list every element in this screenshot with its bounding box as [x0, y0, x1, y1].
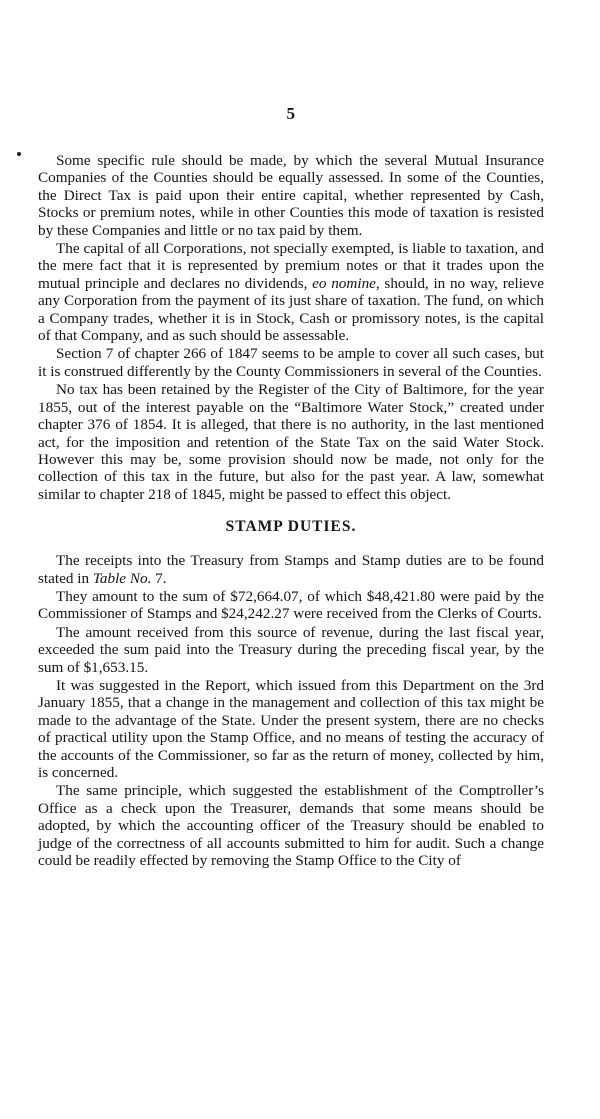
- italic-phrase: eo nomine: [312, 274, 376, 292]
- paragraph-report-suggestion: It was suggested in the Report, which issued from this Department on the 3rd January 1855, that a change in the management and collection of this tax might be made to the advantage of the State. Under the present system, there are no checks of practical utility upon the Stamp Office, and no means of testing the accuracy of the accounts of the Commissioner, so far as the return of money, collected by him, is concerned.: [38, 676, 544, 781]
- paragraph-text: , should, in no way, relieve any Corporation from the payment of its just share of taxation. The fund, on which a Company trades, whether it is in Stock, Cash or promissory notes, is the capital of that Company, and as such should be assessable.: [38, 274, 545, 345]
- paragraph-corporation-capital: [38, 240, 544, 344]
- paragraph-text: The capital of all Corporations, not specially exempted, is liable to taxation, and the mere fact that it is represented by premium notes or that it trades upon the mutual principle and declares no dividends,: [38, 240, 544, 292]
- section-heading-stamp-duties: STAMP DUTIES.: [225, 518, 357, 536]
- paragraph-text: 7.: [151, 569, 167, 587]
- paragraph-revenue-comparison: The amount received from this source of revenue, during the last fiscal year, exceeded the sum paid into the Treasury during the preceding fiscal year, by the sum of $1,653.15.: [38, 623, 544, 676]
- page-number: 5: [286, 104, 296, 123]
- paragraph-section-seven: Section 7 of chapter 266 of 1847 seems to be ample to cover all such cases, but it is construed differently by the County Commissioners in several of the Counties.: [38, 345, 544, 380]
- document-page: [38, 104, 544, 869]
- paragraph-text: The receipts into the Treasury from Stamps and Stamp duties are to be found stated in: [38, 552, 544, 587]
- paragraph-comptroller-principle: The same principle, which suggested the establishment of the Comptroller’s Office as a check upon the Treasurer, demands that some means should be adopted, by which the accounting officer of the Treasury should be enabled to judge of the correctness of all accounts submitted to him for audit. Such a change could be readily effected by removing the Stamp Office to the City of: [38, 782, 544, 870]
- paragraph-water-stock: No tax has been retained by the Register of the City of Baltimore, for the year 1855, out of the interest payable on the “Baltimore Water Stock,” created under chapter 376 of 1854. It is alleged, that there is no authority, in the last mentioned act, for the imposition and retention of the State Tax on the said Water Stock. However this may be, some provision should now be made, not only for the collection of this tax in the future, but also for the past year. A law, somewhat similar to chapter 218 of 1845, might be passed to effect this object.: [38, 381, 544, 503]
- paragraph-mutual-insurance: Some specific rule should be made, by which the several Mutual Insurance Companies of the Counties should be equally assessed. In some of the Counties, the Direct Tax is paid upon their entire capital, whether represented by Cash, Stocks or premium notes, while in other Counties this mode of taxation is resisted by these Companies and little or no tax paid by them.: [38, 152, 544, 239]
- margin-mark: [17, 152, 21, 156]
- table-reference: Table No.: [92, 569, 152, 587]
- paragraph-stamp-receipts: [38, 552, 544, 587]
- paragraph-stamp-amount: They amount to the sum of $72,664.07, of which $48,421.80 were paid by the Commissioner of Stamps and $24,242.27 were received from the Clerks of Courts.: [38, 587, 544, 623]
